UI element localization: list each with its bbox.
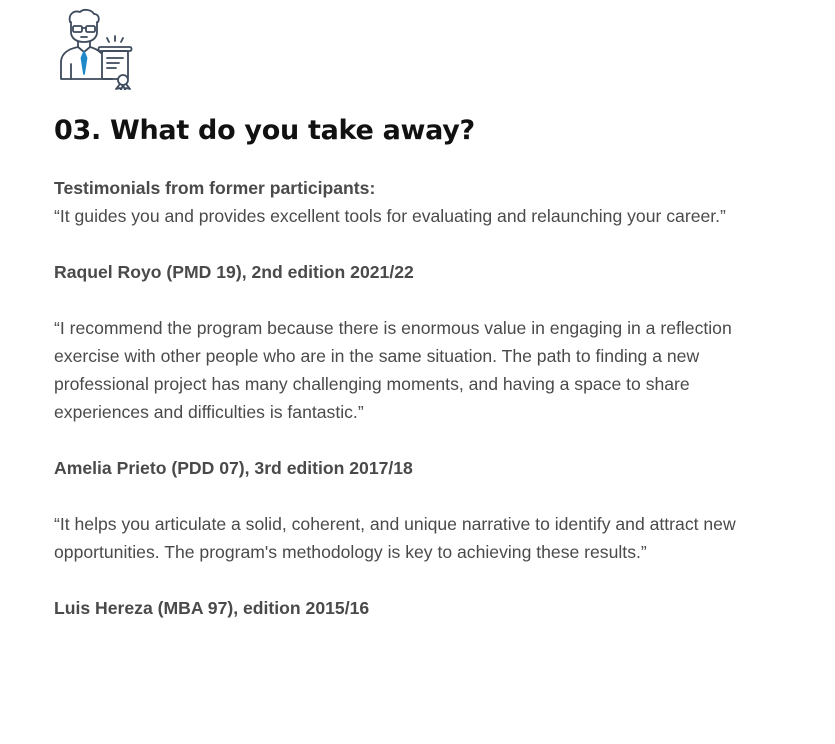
- testimonial-author-2: Amelia Prieto (PDD 07), 3rd edition 2017/18: [54, 458, 413, 478]
- testimonials-block: [54, 174, 784, 622]
- section-title: 03. What do you take away?: [54, 115, 475, 146]
- testimonials-intro-label: Testimonials from former participants:: [54, 178, 376, 198]
- testimonial-author-1: Raquel Royo (PMD 19), 2nd edition 2021/22: [54, 262, 414, 282]
- testimonial-quote-2: “I recommend the program because there is enormous value in engaging in a reflection exercise with other people who are in the same situation. The path to finding a new professional project has many challenging moments, and having a space to share experiences and difficulties is fantastic.”: [54, 318, 732, 422]
- testimonial-quote-3: “It helps you articulate a solid, coherent, and unique narrative to identify and attract new opportunities. The program's methodology is key to achieving these results.”: [54, 514, 736, 562]
- testimonial-quote-1: “It guides you and provides excellent tools for evaluating and relaunching your career.”: [54, 206, 726, 226]
- testimonial-author-3: Luis Hereza (MBA 97), edition 2015/16: [54, 598, 370, 618]
- professional-with-certificate-icon: [56, 6, 138, 90]
